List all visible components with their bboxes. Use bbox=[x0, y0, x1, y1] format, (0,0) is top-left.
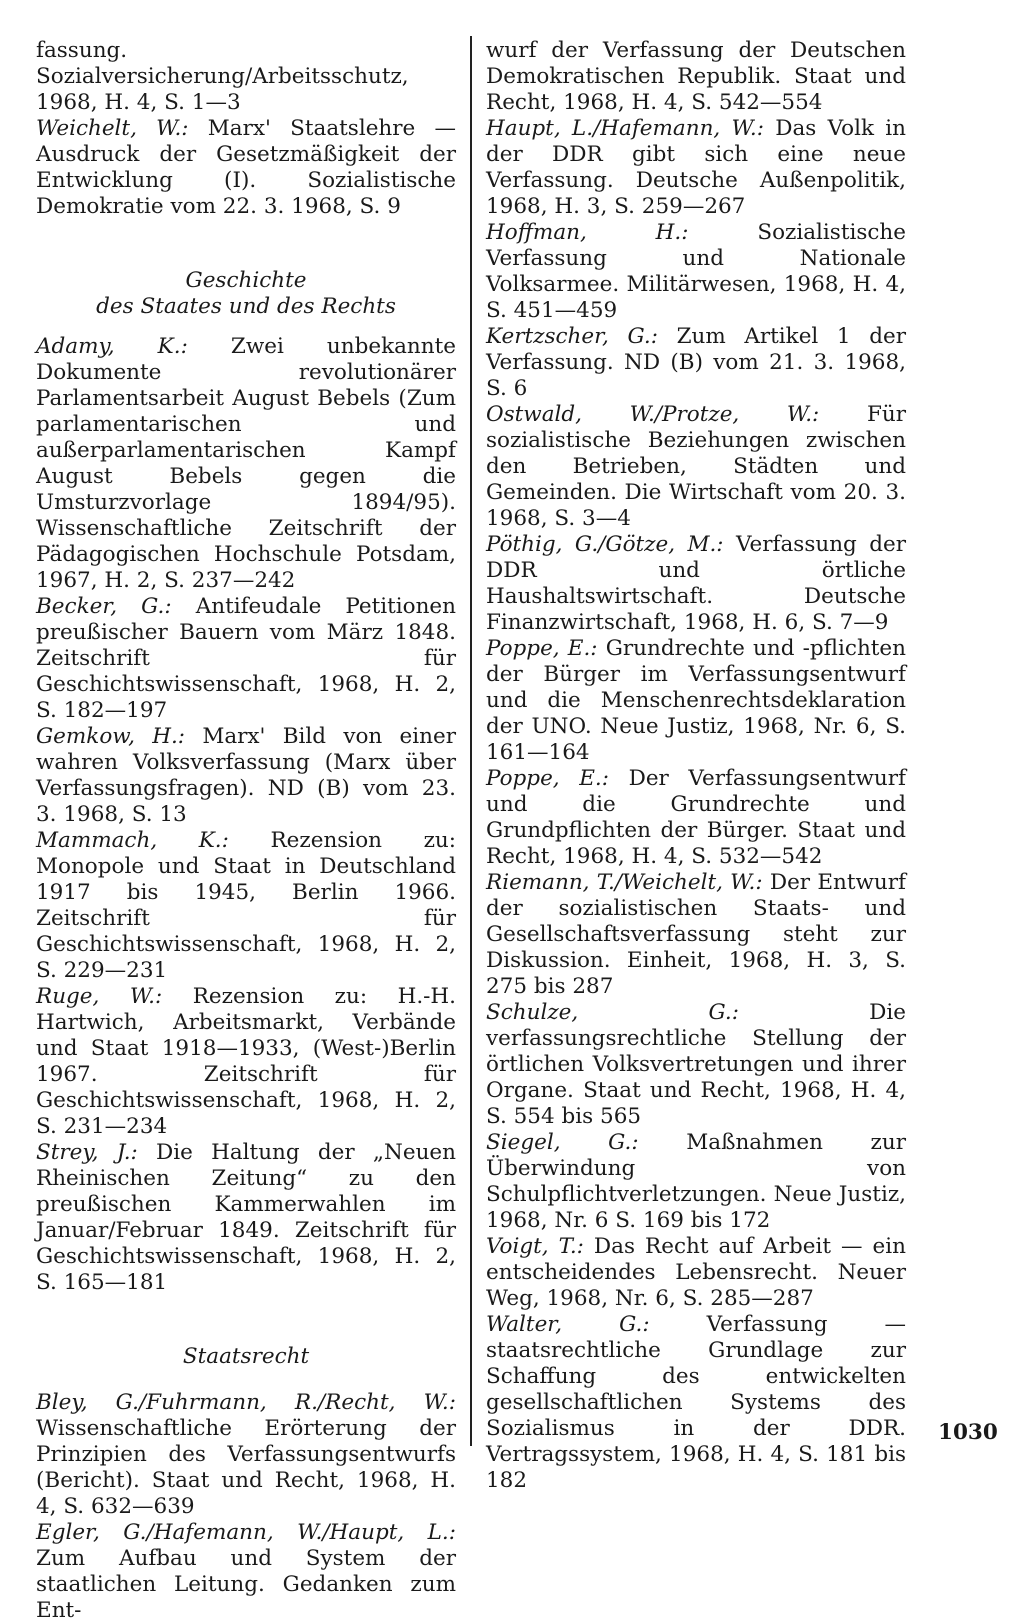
entry-author: Pöthig, G./Götze, M.: bbox=[486, 532, 724, 557]
entry-author: Strey, J.: bbox=[36, 1140, 138, 1165]
entry-text: Die Haltung der „Neuen Rheinischen Zeitung“ zu den preußischen Kammerwahlen im Januar/Februar 1849. Zeitschrift für Geschichtswissenschaft, 1968, H. 2, S. 165—181 bbox=[36, 1140, 457, 1295]
entry-author: Hoffman, H.: bbox=[486, 220, 689, 245]
bibliography-entry bbox=[36, 724, 456, 828]
entry-text: Marx' Bild von einer wahren Volksverfassung (Marx über Verfassungsfragen). ND (B) vom 23. 3. 1968, S. 13 bbox=[36, 724, 456, 827]
entry-text: Verfassung der DDR und örtliche Haushaltswirtschaft. Deutsche Finanzwirtschaft, 1968, H. 6, S. 7—9 bbox=[486, 532, 906, 635]
entry-author: Schulze, G.: bbox=[486, 1000, 739, 1025]
entry-text: Rezension zu: H.-H. Hartwich, Arbeitsmarkt, Verbände und Staat 1918—1933, (West-)Berlin 1967. Zeitschrift für Geschichtswissenschaft, 1968, H. 2, S. 231—234 bbox=[36, 984, 456, 1139]
entry-author: Poppe, E.: bbox=[486, 636, 598, 661]
page-number: 1030 bbox=[938, 1420, 998, 1445]
bibliography-entry bbox=[486, 220, 906, 324]
entry-text: Der Entwurf der sozialistischen Staats- und Gesellschaftsverfassung steht zur Diskussion. Einheit, 1968, H. 3, S. 275 bis 287 bbox=[486, 870, 906, 999]
bibliography-entry bbox=[36, 984, 456, 1140]
entry-text: Maßnahmen zur Überwindung von Schulpflichtverletzungen. Neue Justiz, 1968, Nr. 6 S. 169 bis 172 bbox=[486, 1130, 906, 1233]
bibliography-entry bbox=[486, 636, 906, 766]
entry-text: Für sozialistische Beziehungen zwischen den Betrieben, Städten und Gemeinden. Die Wirtschaft vom 20. 3. 1968, S. 3—4 bbox=[486, 402, 906, 531]
bibliography-entry bbox=[486, 1130, 906, 1234]
continuation-entry: wurf der Verfassung der Deutschen Demokratischen Republik. Staat und Recht, 1968, H. 4, S. 542—554 bbox=[486, 38, 906, 115]
entry-author: Voigt, T.: bbox=[486, 1234, 584, 1259]
bibliography-entry bbox=[486, 870, 906, 1000]
entry-text: Zwei unbekannte Dokumente revolutionärer Parlamentsarbeit August Bebels (Zum parlamentarischen und außerparlamentarischen Kampf August Bebels gegen die Umsturzvorlage 1894/95). Wissenschaftliche Zeitschrift der Pädagogischen Hochschule Potsdam, 1967, H. 2, S. 237—242 bbox=[36, 334, 456, 593]
entry-author: Kertzscher, G.: bbox=[486, 324, 658, 349]
bibliography-entry bbox=[486, 324, 906, 402]
bibliography-entry bbox=[486, 1000, 906, 1130]
bibliography-entry bbox=[36, 116, 456, 220]
entry-author: Ostwald, W./Protze, W.: bbox=[486, 402, 820, 427]
entry-author: Walter, G.: bbox=[486, 1312, 650, 1337]
entry-text: Grundrechte und -pflichten der Bürger im Verfassungsentwurf und die Menschenrechtsdeklaration der UNO. Neue Justiz, 1968, Nr. 6, S. 161—164 bbox=[486, 636, 906, 765]
bibliography-entry bbox=[36, 1520, 456, 1624]
entry-text: Verfassung — staatsrechtliche Grundlage zur Schaffung des entwickelten gesellschaftlichen Systems des Sozialismus in der DDR. Vertragssystem, 1968, H. 4, S. 181 bis 182 bbox=[486, 1312, 906, 1493]
entry-author: Riemann, T./Weichelt, W.: bbox=[486, 870, 763, 895]
continuation-entry: fassung. Sozialversicherung/Arbeitsschutz, 1968, H. 4, S. 1—3 bbox=[36, 38, 409, 115]
right-column bbox=[486, 38, 906, 1494]
bibliography-entry bbox=[486, 532, 906, 636]
section-heading: des Staates und des Rechts bbox=[96, 294, 396, 319]
section-heading: Staatsrecht bbox=[182, 1344, 310, 1369]
entry-text: Das Volk in der DDR gibt sich eine neue Verfassung. Deutsche Außenpolitik, 1968, H. 3, S. 259—267 bbox=[486, 116, 907, 219]
entry-text: Wissenschaftliche Erörterung der Prinzipien des Verfassungsentwurfs (Bericht). Staat und Recht, 1968, H. 4, S. 632—639 bbox=[36, 1416, 456, 1519]
bibliography-entry bbox=[486, 402, 906, 532]
entry-text: Der Verfassungsentwurf und die Grundrechte und Grundpflichten der Bürger. Staat und Recht, 1968, H. 4, S. 532—542 bbox=[486, 766, 907, 869]
section-heading: Geschichte bbox=[185, 268, 307, 293]
entry-text: Marx' Staatslehre — Ausdruck der Gesetzmäßigkeit der Entwicklung (I). Sozialistische Demokratie vom 22. 3. 1968, S. 9 bbox=[36, 116, 456, 219]
bibliography-entry bbox=[36, 594, 456, 724]
bibliography-entry bbox=[486, 116, 906, 220]
bibliography-entry bbox=[486, 1234, 906, 1312]
entry-author: Siegel, G.: bbox=[486, 1130, 639, 1155]
column-divider bbox=[470, 36, 472, 1446]
entry-text: Rezension zu: Monopole und Staat in Deutschland 1917 bis 1945, Berlin 1966. Zeitschrift für Geschichtswissenschaft, 1968, H. 2, S. 229—231 bbox=[36, 828, 456, 983]
entry-author: Gemkow, H.: bbox=[36, 724, 186, 749]
entry-author: Adamy, K.: bbox=[36, 334, 188, 359]
entry-author: Poppe, E.: bbox=[486, 766, 609, 791]
entry-text: Zum Artikel 1 der Verfassung. ND (B) vom 21. 3. 1968, S. 6 bbox=[486, 324, 906, 401]
entry-author: Haupt, L./Hafemann, W.: bbox=[486, 116, 764, 141]
entry-author: Becker, G.: bbox=[36, 594, 172, 619]
bibliography-entry bbox=[36, 334, 456, 594]
entry-text: Antifeudale Petitionen preußischer Bauern vom März 1848. Zeitschrift für Geschichtswissenschaft, 1968, H. 2, S. 182—197 bbox=[36, 594, 457, 723]
entry-author: Weichelt, W.: bbox=[36, 116, 189, 141]
bibliography-entry bbox=[486, 1312, 906, 1494]
bibliography-entry bbox=[36, 1140, 456, 1296]
entry-text: Sozialistische Verfassung und Nationale Volksarmee. Militärwesen, 1968, H. 4, S. 451—459 bbox=[486, 220, 906, 323]
entry-author: Mammach, K.: bbox=[36, 828, 229, 853]
bibliography-entry bbox=[486, 766, 906, 870]
entry-text: Das Recht auf Arbeit — ein entscheidendes Lebensrecht. Neuer Weg, 1968, Nr. 6, S. 285—287 bbox=[486, 1234, 906, 1311]
entry-author: Egler, G./Hafemann, W./Haupt, L.: bbox=[36, 1520, 456, 1545]
bibliography-entry bbox=[36, 1390, 456, 1520]
entry-author: Bley, G./Fuhrmann, R./Recht, W.: bbox=[36, 1390, 456, 1415]
left-column bbox=[36, 38, 456, 1624]
bibliography-entry bbox=[36, 828, 456, 984]
entry-author: Ruge, W.: bbox=[36, 984, 163, 1009]
entry-text: Zum Aufbau und System der staatlichen Leitung. Gedanken zum Ent- bbox=[36, 1546, 456, 1623]
entry-text: Die verfassungsrechtliche Stellung der örtlichen Volksvertretungen und ihrer Organe. Staat und Recht, 1968, H. 4, S. 554 bis 565 bbox=[486, 1000, 906, 1129]
